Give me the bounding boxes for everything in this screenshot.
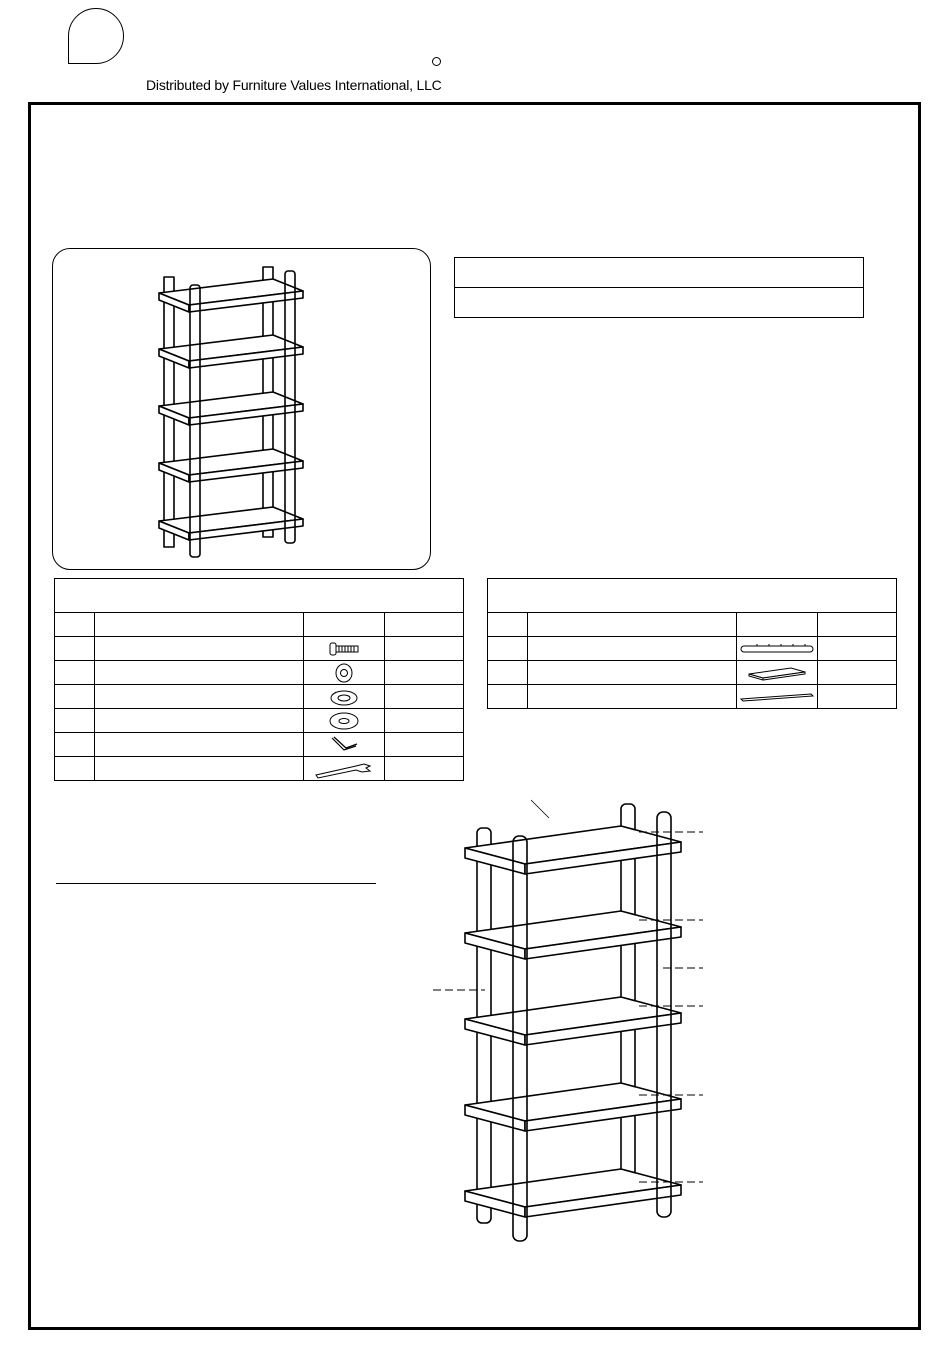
flat-washer-icon (304, 710, 384, 732)
parts-table-header (488, 579, 897, 613)
table-row (55, 685, 464, 709)
info-row (455, 288, 863, 318)
hardware-table-header (55, 579, 464, 613)
table-row (55, 733, 464, 757)
shelf-board-icon (737, 662, 817, 684)
table-row (55, 661, 464, 685)
support-bar-icon (737, 686, 817, 708)
table-row (55, 613, 464, 637)
table-row (55, 637, 464, 661)
side-frame-icon (737, 638, 817, 660)
lock-washer-icon (304, 686, 384, 708)
allen-key-icon (304, 734, 384, 756)
table-row (488, 613, 897, 637)
table-row (488, 661, 897, 685)
table-row (488, 637, 897, 661)
table-row (55, 709, 464, 733)
barrel-nut-icon (304, 662, 384, 684)
hardware-table (54, 578, 464, 781)
info-row (455, 258, 863, 288)
brand-logo (68, 8, 124, 64)
wrench-icon (304, 758, 384, 780)
assembly-diagram (425, 790, 725, 1250)
product-preview (52, 248, 431, 570)
distributor-text: Distributed by Furniture Values International, LLC (146, 77, 442, 93)
bolt-icon (304, 638, 384, 660)
table-row (55, 757, 464, 781)
parts-table (487, 578, 897, 709)
bookshelf-preview-icon (53, 249, 432, 571)
product-info-box (454, 257, 864, 318)
registered-mark (432, 57, 441, 66)
table-row (488, 685, 897, 709)
section-underline (56, 883, 376, 884)
